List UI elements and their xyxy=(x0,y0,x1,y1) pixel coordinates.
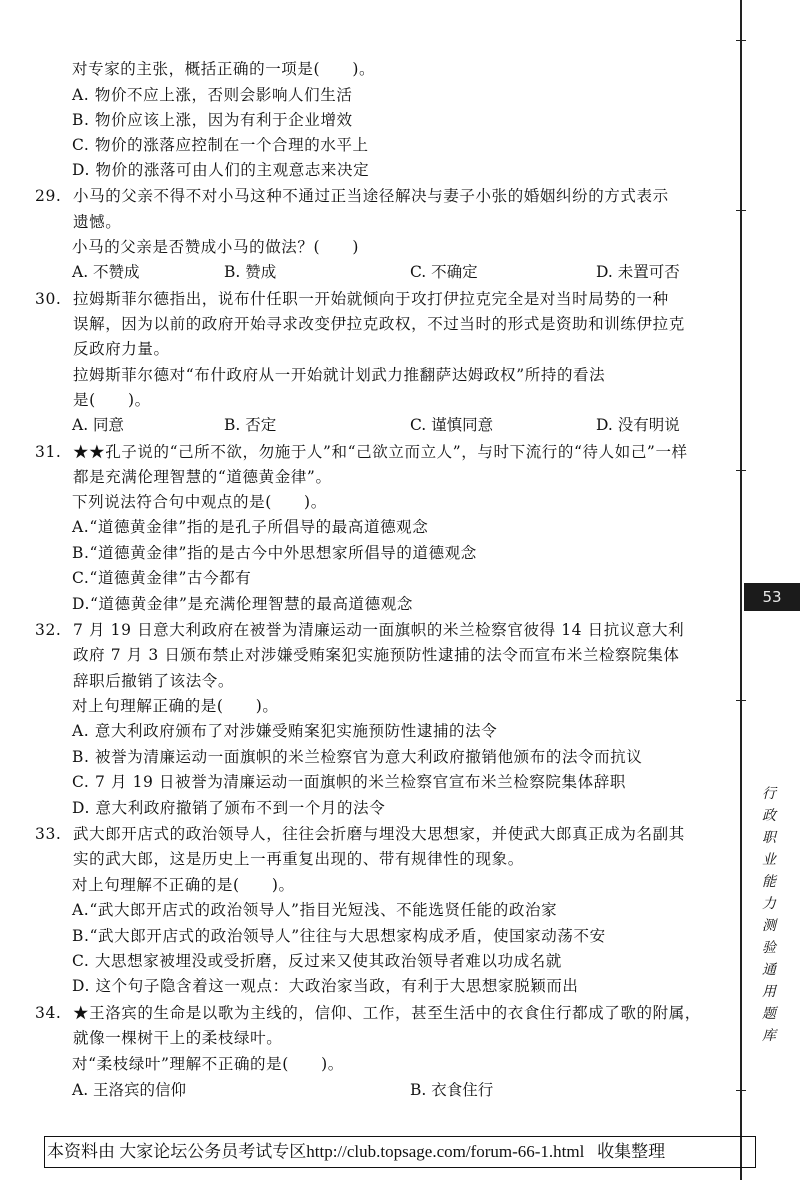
q29-line-1: 29. 小马的父亲不得不对小马这种不通过正当途径解决与妻子小张的婚姻纠纷的方式表示 xyxy=(35,187,669,205)
spine-tick xyxy=(736,40,746,41)
q31-stem: 下列说法符合句中观点的是( )。 xyxy=(72,493,327,511)
q34-stem: 对“柔枝绿叶”理解不正确的是( )。 xyxy=(72,1055,344,1073)
intro-stem: 对专家的主张，概括正确的一项是( )。 xyxy=(72,60,376,78)
spine-tick xyxy=(736,470,746,471)
q31-line-1: 31. ★★孔子说的“己所不欲，勿施于人”和“己欲立而立人”，与时下流行的“待人如己”一样 xyxy=(35,443,688,461)
q31-line-2: 都是充满伦理智慧的“道德黄金律”。 xyxy=(73,468,332,486)
q29-number: 29. xyxy=(35,187,62,205)
intro-option-d: D. 物价的涨落可由人们的主观意志来决定 xyxy=(72,161,370,179)
q32-option-c: C. 7 月 19 日被誉为清廉运动一面旗帜的米兰检察官宣布米兰检察院集体辞职 xyxy=(72,773,626,791)
q29-stem: 小马的父亲是否赞成小马的做法？( ) xyxy=(72,238,359,256)
q31-number: 31. xyxy=(35,443,62,461)
q32-option-a: A. 意大利政府颁布了对涉嫌受贿案犯实施预防性逮捕的法令 xyxy=(72,722,498,740)
q32-stem: 对上句理解正确的是( )。 xyxy=(72,697,279,715)
page-number-tab: 53 xyxy=(744,583,800,611)
q30-line-2: 误解，因为以前的政府开始寻求改变伊拉克政权，不过当时的形式是资助和训练伊拉克 xyxy=(73,315,685,333)
q32-line-1: 32. 7 月 19 日意大利政府在被誉为清廉运动一面旗帜的米兰检察官彼得 14 日抗议意大利 xyxy=(35,621,685,639)
q34-option-b: B. 衣食住行 xyxy=(410,1081,494,1099)
spine-tick xyxy=(736,210,746,211)
q34-number: 34. xyxy=(35,1004,62,1022)
q30-line-1: 30. 拉姆斯菲尔德指出，说布什任职一开始就倾向于攻打伊拉克完全是对当时局势的一种 xyxy=(35,290,669,308)
q33-number: 33. xyxy=(35,825,62,843)
q30-option-a: A. 同意 xyxy=(72,416,125,434)
q32-number: 32. xyxy=(35,621,62,639)
q29-option-a: A. 不赞成 xyxy=(72,263,140,281)
q30-number: 30. xyxy=(35,290,62,308)
q30-line-5: 是( )。 xyxy=(73,391,151,409)
footer-text-before: 本资料由 大家论坛公务员考试专区 xyxy=(47,1142,307,1161)
q34-option-a: A. 王洛宾的信仰 xyxy=(72,1081,187,1099)
q33-option-d: D. 这个句子隐含着这一观点：大政治家当政，有利于大思想家脱颖而出 xyxy=(72,977,579,995)
q34-line-1: 34. ★王洛宾的生命是以歌为主线的，信仰、工作，甚至生活中的衣食住行都成了歌的附属， xyxy=(35,1004,701,1022)
q31-option-a: A.“道德黄金律”指的是孔子所倡导的最高道德观念 xyxy=(72,518,429,536)
intro-option-b: B. 物价应该上涨，因为有利于企业增效 xyxy=(72,111,353,129)
spine-tick xyxy=(736,700,746,701)
q31-option-d: D.“道德黄金律”是充满伦理智慧的最高道德观念 xyxy=(72,595,413,613)
q32-line-3: 辞职后撤销了该法令。 xyxy=(73,672,235,690)
q29-line-2: 遗憾。 xyxy=(73,213,122,231)
q33-line-2: 实的武大郎，这是历史上一再重复出现的、带有规律性的现象。 xyxy=(73,850,524,868)
q33-option-b: B.“武大郎开店式的政治领导人”往往与大思想家构成矛盾，使国家动荡不安 xyxy=(72,927,606,945)
intro-option-c: C. 物价的涨落应控制在一个合理的水平上 xyxy=(72,136,369,154)
q29-option-d: D. 未置可否 xyxy=(596,263,680,281)
q32-line-2: 政府 7 月 3 日颁布禁止对涉嫌受贿案犯实施预防性逮捕的法令而宣布米兰检察院集体 xyxy=(73,646,680,664)
q32-option-d: D. 意大利政府撤销了颁布不到一个月的法令 xyxy=(72,799,386,817)
spine-tick xyxy=(736,1090,746,1091)
footer-source-box xyxy=(44,1136,756,1168)
q30-option-c: C. 谨慎同意 xyxy=(410,416,494,434)
q33-option-c: C. 大思想家被埋没或受折磨，反过来又使其政治领导者难以功成名就 xyxy=(72,952,562,970)
q33-stem: 对上句理解不正确的是( )。 xyxy=(72,876,295,894)
footer-url-link[interactable]: http://club.topsage.com/forum-66-1.html xyxy=(306,1142,585,1161)
q33-option-a: A.“武大郎开店式的政治领导人”指目光短浅、不能选贤任能的政治家 xyxy=(72,901,558,919)
q31-option-b: B.“道德黄金律”指的是古今中外思想家所倡导的道德观念 xyxy=(72,544,477,562)
q29-option-b: B. 赞成 xyxy=(224,263,277,281)
q29-option-c: C. 不确定 xyxy=(410,263,478,281)
q33-line-1: 33. 武大郎开店式的政治领导人，往往会折磨与埋没大思想家，并使武大郎真正成为名副其 xyxy=(35,825,685,843)
q31-option-c: C.“道德黄金律”古今都有 xyxy=(72,569,252,587)
q30-line-4: 拉姆斯菲尔德对“布什政府从一开始就计划武力推翻萨达姆政权”所持的看法 xyxy=(73,366,606,384)
intro-option-a: A. 物价不应上涨，否则会影响人们生活 xyxy=(72,86,353,104)
q32-option-b: B. 被誉为清廉运动一面旗帜的米兰检察官为意大利政府撤销他颁布的法令而抗议 xyxy=(72,748,643,766)
q30-option-d: D. 没有明说 xyxy=(596,416,680,434)
binding-spine-line xyxy=(740,0,742,1180)
q30-line-3: 反政府力量。 xyxy=(73,340,170,358)
q30-option-b: B. 否定 xyxy=(224,416,277,434)
vertical-book-title: 行政职业能力测验通用题库 xyxy=(762,786,776,1044)
q34-line-2: 就像一棵树干上的柔枝绿叶。 xyxy=(73,1029,283,1047)
footer-text-after: 收集整理 xyxy=(597,1142,666,1161)
